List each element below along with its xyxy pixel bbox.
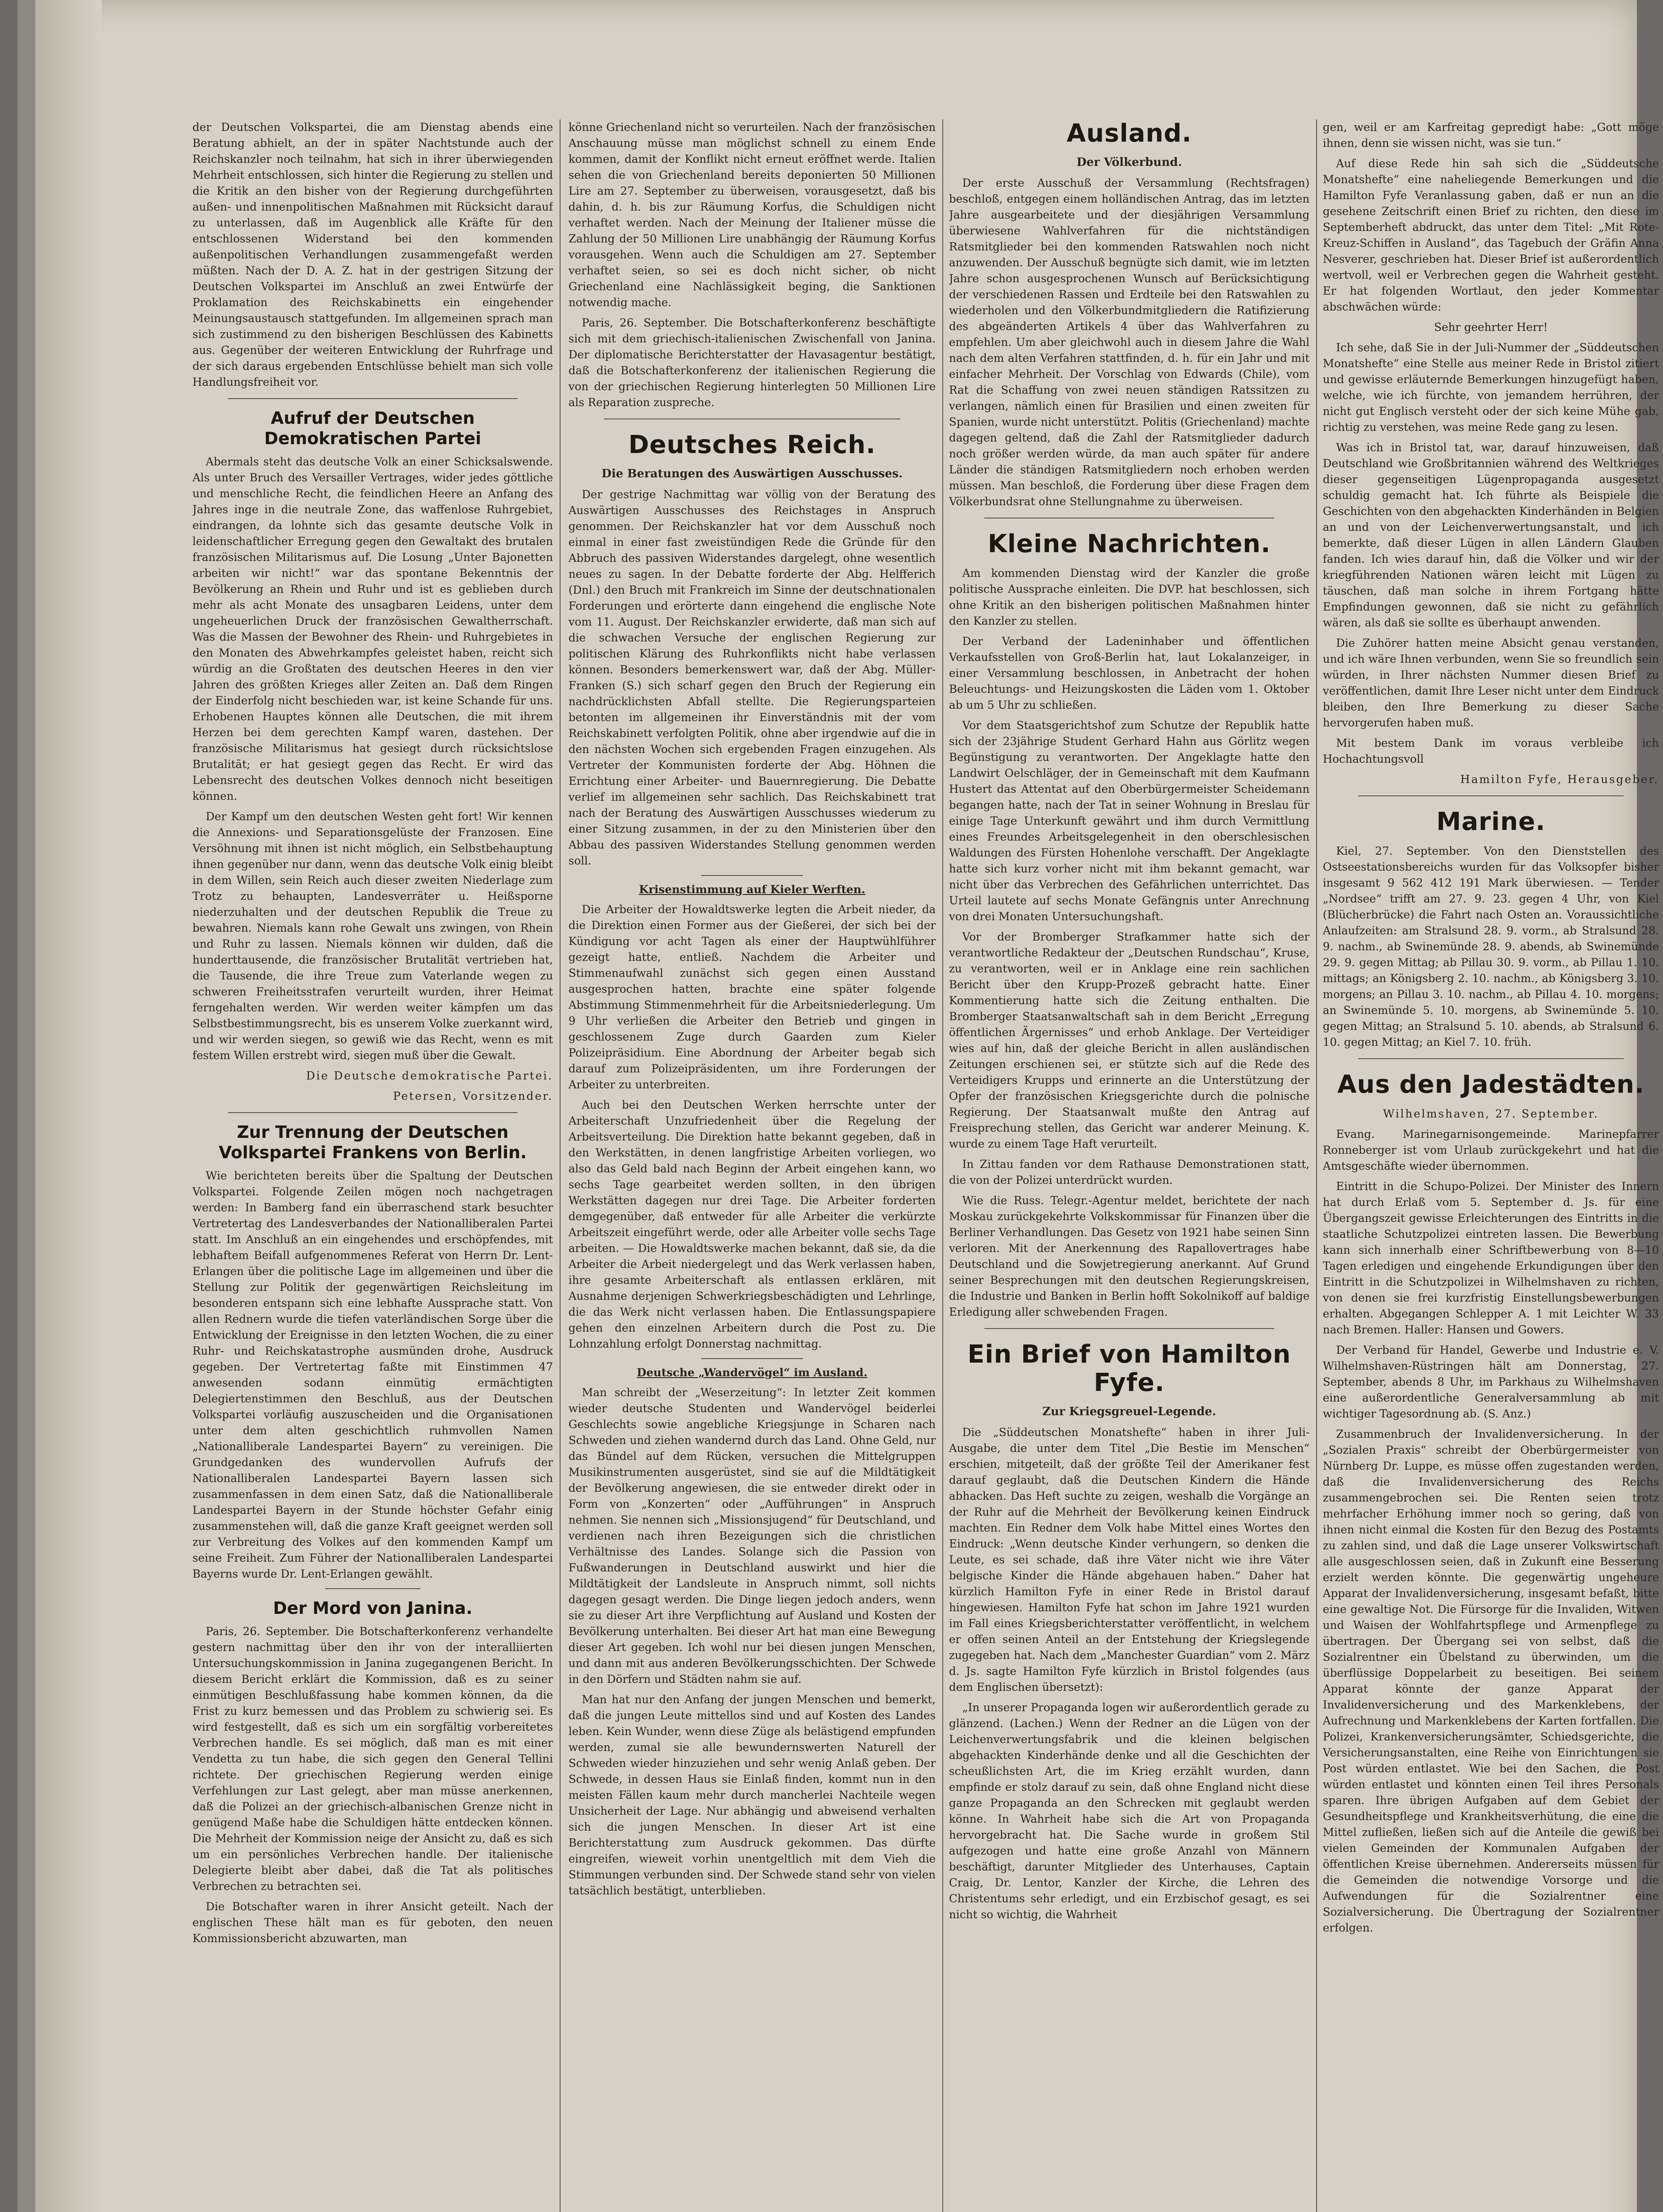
- headline-kiel: Krisenstimmung auf Kieler Werften.: [639, 883, 865, 896]
- article-text: Am kommenden Dienstag wird der Kanzler die große politische Aussprache einleiten. Die DVP. hat beschlossen, sich ohne Kritik an den bisherigen politischen Maßnahmen hinter den Kanzler zu stellen.: [949, 567, 1310, 627]
- article-separator: [1358, 1058, 1624, 1059]
- article-text: Wie berichteten bereits über die Spaltung der Deutschen Volkspartei. Folgende Zeilen mögen noch nachgetragen werden: In Bamberg fand ein überraschend stark besuchter Vertretertag des Landesverbandes der Nationalliberalen Partei statt. Im Anschluß an ein eingehendes und erschöpfendes, mit lebhaftem Beifall aufgenommenes Referat von Herrn Dr. Lent-Erlangen über die politische Lage im allgemeinen und über die Stellung zur Politik der gegenwärtigen Reichsleitung im besonderen entspann sich eine lebhafte Aussprache statt. Von allen Rednern wurde die tiefen vaterländischen Sorge über die Entwicklung der Ereignisse in den letzten Wochen, die zu einer Ruhr- und Reichskatastrophe ausmünden drohe, Ausdruck gegeben. Der Vertretertag faßte mit Einstimmen 47 anwesenden sodann einmütig ermächtigten Delegiertenstimmen den Beschluß, aus der Deutschen Volkspartei vorläufig auszuscheiden und die Organisationen unter dem alten geschichtlich ruhmvollen Namen „Nationalliberale Landespartei Bayern“ zu vereinigen. Die Grundgedanken des wundervollen Aufrufs der Nationalliberalen Landespartei Bayern lassen sich zusammenfassen in dem einen Satz, daß die Nationalliberale Landespartei Bayern in der Stunde höchster Gefahr einig zusammenstehen will, daß die ganze Kraft geeignet werden soll zur Verbreitung des Volkes auf den kommenden Kampf um seine Freiheit. Zum Führer der Nationalliberalen Landespartei Bayerns wurde Dr. Lent-Erlangen gewählt.: [192, 1169, 553, 1580]
- article-text: „In unserer Propaganda logen wir außerordentlich gerade zu glänzend. (Lachen.) Wenn der Redner an die Lügen von der Leichenverwertungsfabrik und die kleinen belgischen abgehackten Kinderhände denke und all die Geschichten der scheußlichsten Art, die im Krieg erzählt wurden, dann empfinde er stolz darauf zu sein, daß ohne England nicht diese ganze Propaganda an den Schrecken mit geglaubt werden könne. In Wahrheit habe sich die Art von Propaganda hervorgebracht hat. Die Sache wurde in großem Stil aufgezogen und hatte eine große Anzahl von Männern beschäftigt, darunter Mitglieder des Unterhauses, Captain Craig, Dr. Lentor, Kanzler der Kirche, die Lehren des Christentums sehr erledigt, und ein Erzbischof gesagt, es sei nicht so wichtig, die Wahrheit: [949, 1701, 1310, 1921]
- article-text: Auf diese Rede hin sah sich die „Süddeutsche Monatshefte“ eine naheliegende Bemerkungen und die Hamilton Fyfe Veranlassung gaben, daß er nun an die gesehene Zeitschrift einen Brief zu richten, den diese im Septemberheft abdruckt, das unter dem Titel: „Mit Rote-Kreuz-Schiffen in Ausland“, das Tagebuch der Gräfin Anna Nesverer, geschrieben hat. Dieser Brief ist außerordentlich wertvoll, weil er Verbrechen gegen die Wahrheit gesteht. Er hat folgenden Wortlaut, den jeder Kommentar abschwächen würde:: [1323, 157, 1659, 313]
- article-separator: [701, 1358, 803, 1359]
- signature: Petersen, Vorsitzender.: [393, 1090, 553, 1102]
- article-text: Die Arbeiter der Howaldtswerke legten die Arbeit nieder, da die Direktion einen Former aus der Gießerei, der sich bei der Kündigung vor acht Tagen als einer der Hauptwühlführer gezeigt hatte, entließ. Nachdem die Arbeiter und Stimmenaufwahl zunächst sich gegen einen Ausstand ausgesprochen hatten, brachte eine später folgende Abstimmung Stimmenmehrheit für die Arbeitsniederlegung. Um 9 Uhr verließen die Arbeiter den Betrieb und gingen in geschlossenem Zuge durch Gaarden zum Kieler Polizeipräsidium. Eine Abordnung der Arbeiter begab sich darauf zum Polizeipräsidenten, um ihre Forderungen der Arbeiter zu unterbreiten.: [568, 903, 936, 1091]
- section-title-jadestaedte: Aus den Jadestädten.: [1337, 1070, 1645, 1099]
- page-gutter: [35, 0, 102, 2212]
- article-separator: [701, 875, 803, 876]
- article-separator: [228, 398, 518, 399]
- headline-trennung: Zur Trennung der Deutschen Volkspartei Frankens von Berlin.: [219, 1122, 527, 1162]
- headline-legende: Zur Kriegsgreuel-Legende.: [1042, 1405, 1216, 1418]
- column-2: [568, 119, 936, 2212]
- section-title-marine: Marine.: [1436, 807, 1546, 836]
- article-text: Kiel, 27. September. Von den Dienststellen des Ostseestationsbereichs wurden für das Volksopfer bisher insgesamt 9 562 412 191 Mark überwiesen. — Tender „Nordsee“ trifft am 27. 9. 23. gegen 4 Uhr, von Kiel (Blücherbrücke) die Fahrt nach Osten an. Voraussichtliche Anlaufzeiten: am Stralsund 28. 9. vorm., ab Stralsund 28. 9. nachm., ab Swinemünde 28. 9. abends, ab Swinemünde 29. 9. gegen Mittag; ab Pillau 30. 9. vorm., ab Pillau 1. 10. mittags; an Königsberg 2. 10. nachm., ab Königsberg 3. 10. morgens; an Pillau 3. 10. nachm., ab Pillau 4. 10. morgens; an Swinemünde 5. 10. morgens, ab Swinemünde 5. 10. gegen Mittag; an Stralsund 5. 10. abends, ab Stralsund 6. 10. gegen Mittag; an Kiel 7. 10. früh.: [1323, 845, 1659, 1048]
- headline-voelkerbund: Der Völkerbund.: [1076, 156, 1182, 169]
- article-text: Man hat nur den Anfang der jungen Menschen und bemerkt, daß die jungen Leute mittellos sind und auf Kosten des Landes leben. Kein Wunder, wenn diese Züge als belästigend empfunden werden, zumal sie alle bewundernswerten Naturell der Schweden wieder hinzuziehen und sehr wenig Anlaß geben. Der Schwede, in dessen Haus sie Einlaß finden, kommt nun in den meisten Fällen kaum mehr durch mancherlei Nachteile wegen Unsicherheit der Lage. Nur abhängig und abweisend verhalten sich die jungen Menschen. In dieser Art ist eine Berichterstattung zum Ausdruck gekommen. Das dürfte eingreifen, wieweit vorhin unentgeltlich mit dem Vieh die Stimmungen verbunden sind. Der Schwede stand sehr von vielen tatsächlich bestätigt, unterblieben.: [568, 1693, 936, 1897]
- signature: Die Deutsche demokratische Partei.: [306, 1069, 553, 1082]
- article-text: Der Verband der Ladeninhaber und öffentlichen Verkaufsstellen von Groß-Berlin hat, laut Lokalanzeiger, in einer Versammlung beschlossen, in Anbetracht der hohen Beleuchtungs- und Heizungskosten die Läden vom 1. Oktober ab um 5 Uhr zu schließen.: [949, 635, 1310, 711]
- article-separator: [984, 1328, 1274, 1329]
- column-rule: [560, 119, 561, 2212]
- article-text: könne Griechenland nicht so verurteilen. Nach der französischen Anschauung müsse man möglichst schnell zu einem Ende kommen, damit der Konflikt nicht erneut eröffnet werde. Italien sehen die von Griechenland bereits deponierten 50 Millionen Lire am 27. September zu überweisen, vorausgesetzt, daß bis dahin, d. h. bis zur Räumung Korfus, die Schuldigen nicht verhaftet werden. Nach der Meinung der Italiener müsse die Zahlung der 50 Millionen Lire unabhängig der Räumung Korfus vorausgehen. Wenn auch die Schuldigen am 27. September verhaftet seien, so sei es doch nicht sicher, ob nicht Griechenland eine Nachlässigkeit beging, die Sanktionen notwendig mache.: [568, 121, 936, 309]
- column-4: [1323, 119, 1659, 2212]
- section-title-brief: Ein Brief von Hamilton Fyfe.: [968, 1340, 1291, 1397]
- newspaper-page: [18, 0, 1659, 2212]
- dateline: Wilhelmshaven, 27. September.: [1383, 1107, 1599, 1120]
- article-text: Der Kampf um den deutschen Westen geht fort! Wir kennen die Annexions- und Separationsgelüste der Franzosen. Eine Versöhnung mit ihnen ist nicht möglich, ein Selbstbehauptung ihnen gegenüber nur dann, wenn das deutsche Volk einig bleibt in dem Willen, sein Reich auch dieser zweiten Niederlage zum Trotz zu behaupten, Landesverräter u. Heißsporne niederzuhalten und der deutschen Republik die Treue zu bewahren. Niemals kann rohe Gewalt uns zwingen, von Rhein und Ruhr zu lassen. Niemals können wir dulden, daß die hunderttausende, die französischer Brutalität vertrieben hat, die Tausende, die ihre Treue zum Vaterlande wegen zu schweren Freiheitsstrafen verurteilt wurden, ihrer Heimat ferngehalten werden. Wir werden weiter kämpfen um das Selbstbestimmungsrecht, bis es unserem Volke zuerkannt wird, und wir werden siegen, so gewiß wie das Recht, wenn es mit festem Willen erstrebt wird, siegen muß über die Gewalt.: [192, 810, 553, 1062]
- section-title-kleine-nachrichten: Kleine Nachrichten.: [987, 530, 1271, 558]
- column-rule: [942, 119, 943, 2212]
- article-text: Eintritt in die Schupo-Polizei. Der Minister des Innern hat durch Erlaß vom 5. September d. Js. für eine Übergangszeit gewisse Erleichterungen des Eintritts in die staatliche Schutzpolizei eintreten lassen. Die Bewerbung kann sich innerhalb einer Schriftbewerbung von 8—10 Tagen erledigen und eingehende Erkundigungen über den Eintritt in die Schutzpolizei in Wilhelmshaven zu richten, von denen sie frei kurzfristig Einstellungsbewerbungen erhalten. Abgegangen Schlepper A. 1 mit Leichter W. 33 nach Bremen. Haller: Hansen und Gowers.: [1323, 1180, 1659, 1336]
- article-text: Die Botschafter waren in ihrer Ansicht geteilt. Nach der englischen These hält man es für geboten, den neuen Kommissionsbericht abzuwarten, man: [192, 1900, 553, 1945]
- article-text: Paris, 26. September. Die Botschafterkonferenz verhandelte gestern nachmittag über den ihr von der interalliierten Untersuchungskommission in Janina zugegangenen Bericht. In diesem Bericht erklärt die Kommission, daß es zu seiner einmütigen Beschlußfassung habe kommen können, da die Frist zu kurz bemessen und das Problem zu schwierig sei. Es wird festgestellt, daß es sich um ein sorgfältig vorbereitetes Verbrechen handle. Es sei möglich, daß man es mit einer Vendetta zu tun habe, die sich gegen den General Tellini richtete. Der griechischen Regierung werden einige Verfehlungen zur Last gelegt, aber man müsse anerkennen, daß die Polizei an der griechisch-albanischen Grenze nicht in genügend Maße habe die Schuldigen hätte entdecken können. Die Mehrheit der Kommission neige der Ansicht zu, daß es sich um ein persönliches Verbrechen handle. Der italienische Delegierte bleibt aber dabei, daß die Tat als politisches Verbrechen zu betrachten sei.: [192, 1625, 553, 1893]
- article-text: Paris, 26. September. Die Botschafterkonferenz beschäftigte sich mit dem griechisch-italienischen Zwischenfall von Janina. Der diplomatische Berichterstatter der Havasagentur bestätigt, daß die Botschafterkonferenz der italienischen Regierung die von der griechischen Regierung hinterlegten 50 Millionen Lire als Reparation zuspreche.: [568, 316, 936, 409]
- article-text: Ich sehe, daß Sie in der Juli-Nummer der „Süddeutschen Monatshefte“ eine Stelle aus meiner Rede in Bristol zitiert und gewisse erläuternde Bemerkungen hinzugefügt haben, welche, wie ich fürchte, von jemandem herrühren, der nicht gut Englisch versteht oder der sich keine Mühe gab, richtig zu verstehen, was meine Rede gang zu lesen.: [1323, 341, 1659, 434]
- column-1: [192, 119, 553, 2212]
- article-text: Die „Süddeutschen Monatshefte“ haben in ihrer Juli-Ausgabe, die unter dem Titel „Die Bestie im Menschen“ erschien, mitgeteilt, daß der größte Teil der Amerikaner fest darauf geglaubt, daß die Deutschen Kindern die Hände abhacken. Das Heft suchte zu zeigen, weshalb die Vorgänge an der Ruhr auf die Mehrheit der Bevölkerung keinen Eindruck machten. Ein Redner dem Volk habe Mittel eines Wortes den Eindruck: „Wenn deutsche Kinder verhungern, so denken die Leute, es sei schade, daß ihre Väter nicht wie ihre Väter belgische Kinder die Hände abgehauen haben.“ Daher hat kürzlich Hamilton Fyfe in einer Rede in Bristol darauf hingewiesen. Hamilton Fyfe hat schon im Jahre 1921 wurden im Fall eines Kriegsberichterstatter veröffentlicht, in welchem er offen seinen Anteil an der Entstehung der Kriegslegende zugegeben hat. Nach dem „Manchester Guardian“ vom 2. März d. Js. sagte Hamilton Fyfe kürzlich in Bristol folgendes (aus dem Englischen übersetzt):: [949, 1426, 1310, 1694]
- article-separator: [1358, 795, 1624, 796]
- article-text: Vor der Bromberger Strafkammer hatte sich der verantwortliche Redakteur der „Deutschen Rundschau“, Kruse, zu verantworten, weil er in Anklage eine rein sachlichen Bericht über den Krupp-Prozeß gebracht hatte. Einer Kommentierung hatte sich die Zeitung enthalten. Die Bromberger Staatsanwaltschaft sah in dem Bericht „Erregung öffentlichen Ärgernisses“ und erhob Anklage. Der Verteidiger wies auf hin, daß der gleiche Bericht in allen ausländischen Zeitungen erschienen sei, er stützte sich auf die Rede des Verteidigers Krupps und erinnerte an die Unterstützung der Opfer der französischen Kriegsgerichte durch die polnische Regierung. Der Staatsanwalt mußte den Antrag auf Freisprechung stellen, das Gericht war anderer Meinung. K. wurde zu einem Tage Haft verurteilt.: [949, 930, 1310, 1150]
- article-text: Der gestrige Nachmittag war völlig von der Beratung des Auswärtigen Ausschusses des Reichstages in Anspruch genommen. Der Reichskanzler hat vor dem Ausschuß noch einmal in einer fast zweistündigen Rede die Gründe für den Abbruch des passiven Widerstandes dargelegt, ohne wesentlich neues zu sagen. In der Debatte forderte der Abg. Helfferich (Dnl.) den Bruch mit Frankreich im Sinne der deutschnationalen Forderungen und erörterte dann eingehend die englische Note vom 11. August. Der Reichskanzler erwiderte, daß man sich auf die schwachen Versuche der englischen Regierung zur politischen Klärung des Ruhrkonflikts nicht habe verlassen können. Besonders bemerkenswert war, daß der Abg. Müller-Franken (S.) sich scharf gegen den Bruch der Regierung ein nachdrücklichsten Abfall stellte. Die Regierungsparteien betonten im allgemeinen ihr Einverständnis mit der vom Reichskabinett verfolgten Politik, ohne aber irgendwie auf die in den nächsten Wochen sich ergebenden Fragen einzugehen. Als Vertreter der Kommunisten forderte der Abg. Höhnen die Errichtung einer Arbeiter- und Bauernregierung. Die Debatte verlief im allgemeinen sehr sachlich. Das Reichskabinett trat nach der Beratung des Auswärtigen Ausschusses wiederum zu einer Sitzung zusammen, in der zu den Ministerien über den Abbau des passiven Widerstandes Stellung genommen werden soll.: [568, 488, 936, 867]
- column-rule: [1316, 119, 1317, 2212]
- article-text: Abermals steht das deutsche Volk an einer Schicksalswende. Als unter Bruch des Versailler Vertrages, wider jedes göttliche und menschliche Recht, die feindlichen Heere an Anfang des Jahres inge in die neutrale Zone, das waffenlose Ruhrgebiet, eindrangen, da lohnte sich das gesamte deutsche Volk in leidenschaftlicher Erregung gegen den Gewaltakt des brutalen französischen Militarismus auf. Die Losung „Unter Bajonetten arbeiten wir nicht!“ war das spontane Bekenntnis der Bevölkerung an Rhein und Ruhr und ist es geblieben durch mehr als acht Monate des unsagbaren Leidens, unter dem ungeheuerlichen Druck der französischen Gewaltherrschaft. Was die Massen der Bewohner des Rhein- und Ruhrgebietes in den Monaten des Abwehrkampfes geleistet haben, reicht sich würdig an die Großtaten des deutschen Heeres in den vier Jahren des größten Krieges aller Zeiten an. Daß dem Ringen der Einderfolg nicht beschieden war, ist keine Schande für uns. Erhobenen Hauptes können alle Deutschen, die mit ihrem Herzen bei dem gerechten Kampf waren, dastehen. Der französische Militarismus hat gesiegt durch rücksichtslose Brutalität; er hat gesiegt gegen das Recht. Er wird das Lebensrecht des deutschen Volkes dennoch nicht beseitigen können.: [192, 455, 553, 803]
- section-title-ausland: Ausland.: [1067, 119, 1192, 148]
- article-text: Die Zuhörer hatten meine Absicht genau verstanden, und ich wäre Ihnen verbunden, wenn Sie so freundlich sein würden, in Ihrer nächsten Nummer diesen Brief zu veröffentlichen, damit Ihre Leser nicht unter dem Eindruck bleiben, den Ihre Bemerkung zu dieser Sache hervorgerufen haben muß.: [1323, 637, 1659, 729]
- headline-aufruf: Aufruf der Deutschen Demokratischen Partei: [264, 408, 481, 448]
- article-text: Mit bestem Dank im voraus verbleibe ich Hochachtungsvoll: [1323, 737, 1659, 765]
- article-text: Zusammenbruch der Invalidenversicherung. In der „Sozialen Praxis“ schreibt der Oberbürgermeister von Nürnberg Dr. Luppe, es müsse offen zugestanden werden, daß die Invalidenversicherung des Reichs zusammengebrochen sei. Die Renten seien trotz mehrfacher Erhöhung immer noch so gering, daß von ihnen nicht einmal die Kosten für den Bezug des Postamts zu zahlen sind, und daß die Lage unserer Volkswirtschaft alle ausgeschlossen seien, daß in Zukunft eine Besserung erzielt werden könnte. Die gegenwärtig ungeheure Apparat der Invalidenversicherung, insgesamt befaßt, bitte eine gewaltige Not. Die Fürsorge für die Invaliden, Witwen und Waisen der Wohlfahrtspflege und Armenpflege zu übertragen. Der Übergang sei von selbst, daß die Sozialrentner ein Übelstand zu überwinden, um die überflüssige Doppelarbeit zu beseitigen. Bei seinem Apparat könnte der ganze Apparat der Invalidenversicherung und des Markenklebens, der Aufrechnung und Markenklebens der Karten fortfallen. Die Polizei, Krankenversicherungsämter, Schiedsgerichte, die Versicherungsanstalten, eine Reihe von Einrichtungen sie Post würden entlastet. Wie bei den Sachen, die Post würden entlastet und könnten einen Teil ihres Personals sparen. Ihre übrigen Aufgaben auf dem Gebiet der Gesundheitspflege und Krankheitsverhütung, die eine die Mittel zufließen, ließen sich auf die Anteile die gewiß bei vielen Gemeinden der Kommunalen Aufgaben der öffentlichen Kreise übernehmen. Andererseits müssen für die Gemeinden die notwendige Vorsorge und die Aufwendungen für die Sozialrentner eine Sozialversicherung. Die Übertragung der Sozialrentner erfolgen.: [1323, 1428, 1659, 1934]
- headline-wandervogel: Deutsche „Wandervögel“ im Ausland.: [637, 1366, 868, 1379]
- section-title-deutsches-reich: Deutsches Reich.: [628, 430, 876, 459]
- headline-mord: Der Mord von Janina.: [273, 1598, 472, 1618]
- article-text: Der erste Ausschuß der Versammlung (Rechtsfragen) beschloß, entgegen einem holländischen Antrag, das im letzten Jahre ausgearbeitete und der diesjährigen Versammlung überwiesene Wahlverfahren für die nichtständigen Ratsmitglieder bei den kommenden Ratswahlen noch nicht anzuwenden. Der Ausschuß begnügte sich damit, wie im letzten Jahre schon ausgesprochenen Wunsch auf Berücksichtigung der verschiedenen Rassen und Erdteile bei den Ratswahlen zu wiederholen und den Völkerbundmitgliedern die Ratifizierung des abgeänderten Artikels 4 über das Wahlverfahren zu empfehlen. Um aber gleichwohl auch in diesem Jahre die Wahl nach dem alten Verfahren stattfinden, d. h. für ein Jahr und mit einfacher Mehrheit. Der Vorschlag von Edwards (Chile), vom Rat die Schaffung von zwei neuen ständigen Ratssitzen zu verlangen, nämlich einen für Brasilien und einen zweiten für Spanien, wurde nicht unterstützt. Politis (Griechenland) machte dagegen geltend, daß die Zahl der Ratsmitglieder dadurch noch größer werden würde, da man auch später für andere Länder die ständigen Ratsmitgliedern noch erhoben werden müssen. Man beschloß, die Forderung über diese Fragen dem Völkerbundsrat ohne Stellungnahme zu überweisen.: [949, 177, 1310, 508]
- letter-salutation: Sehr geehrter Herr!: [1434, 321, 1548, 334]
- article-text: Vor dem Staatsgerichtshof zum Schutze der Republik hatte sich der 23jährige Student Gerhard Hahn aus Görlitz wegen Begünstigung zu verantworten. Der Angeklagte hatte den Landwirt Oelschläger, der in Gemeinschaft mit dem Kaufmann Hustert das Attentat auf den Oberbürgermeister Scheidemann begangen hatte, nach der Tat in seiner Wohnung in Breslau für einige Tage Unterkunft gewährt und ihm durch Vermittlung eines Freundes Arbeitsgelegenheit in den oberschlesischen Waldungen des Fürsten Hohenlohe verschafft. Der Angeklagte hatte sich kurz vorher nicht mit ihm bekannt gemacht, war nicht über das Verbrechen des Gefährlichen unterrichtet. Das Urteil lautete auf sechs Monate Gefängnis unter Anrechnung von drei Monaten Untersuchungshaft.: [949, 719, 1310, 923]
- binding-edge: [18, 0, 35, 2212]
- article-text: Der Verband für Handel, Gewerbe und Industrie e. V. Wilhelmshaven-Rüstringen hält am Donnerstag, 27. September, abends 8 Uhr, im Parkhaus zu Wilhelmshaven eine außerordentliche Generalversammlung ab mit wichtiger Tagesordnung ab. (S. Anz.): [1323, 1344, 1659, 1420]
- article-text: Evang. Marinegarnisongemeinde. Marinepfarrer Ronneberger ist vom Urlaub zurückgekehrt und hat die Amtsgeschäfte wieder übernommen.: [1323, 1128, 1659, 1172]
- article-text: gen, weil er am Karfreitag gepredigt habe: „Gott möge ihnen, denn sie wissen nicht, was sie tun.“: [1323, 121, 1659, 150]
- column-3: [949, 119, 1310, 2212]
- article-text: Auch bei den Deutschen Werken herrschte unter der Arbeiterschaft Unzufriedenheit über die Regelung der Arbeitsverteilung. Die Direktion hatte bekannt gegeben, daß in den Werkstätten, in denen langfristige Arbeiten vorliegen, wo also das Geld bald nach Beginn der Arbeit eingehen kann, wo sechs Tage gearbeitet werden sollten, in den übrigen Werkstätten dagegen nur drei Tage. Die Arbeiter forderten demgegenüber, daß entweder für alle Arbeiter die verkürzte Arbeitszeit eingeführt werde, oder alle Arbeiter volle sechs Tage arbeiten. — Die Howaldtswerke machen bekannt, daß sie, da die Arbeiter die Arbeit niedergelegt und das Werk verlassen haben, ihre gesamte Arbeiterschaft als entlassen erklären, mit Ausnahme derjenigen Schwerkriegsbeschädigten und Lehrlinge, die das Werk nicht verlassen haben. Die Entlassungspapiere gehen den einzelnen Arbeitern durch die Post zu. Die Lohnzahlung erfolgt Donnerstag nachmittag.: [568, 1098, 936, 1350]
- article-separator: [325, 1588, 420, 1589]
- article-separator: [228, 1112, 518, 1113]
- headline-ausschuss: Die Beratungen des Auswärtigen Ausschusses.: [601, 467, 903, 480]
- article-text: Wie die Russ. Telegr.-Agentur meldet, berichtete der nach Moskau zurückgekehrte Volkskommissar für Finanzen über die Berliner Verhandlungen. Das Gesetz von 1921 habe seinen Sinn verloren. Mit der Anerkennung des Rapallovertrages habe Deutschland und die Sowjetregierung anerkannt. Auf Grund seiner Besprechungen mit den deutschen Regierungskreisen, die Industrie und Banken in Berlin hofft Sokolnikoff auf baldige Erledigung aller schwebenden Fragen.: [949, 1194, 1310, 1318]
- article-text: In Zittau fanden vor dem Rathause Demonstrationen statt, die von der Polizei unterdrückt wurden.: [949, 1158, 1310, 1187]
- article-text: Man schreibt der „Weserzeitung“: In letzter Zeit kommen wieder deutsche Studenten und Wandervögel beiderlei Geschlechts sowie angebliche Kriegsjunge in Scharen nach Schweden und ziehen wandernd durch das Land. Ohne Geld, nur das Bündel auf dem Rücken, versuchen die Mittelgruppen Musikinstrumenten ausgerüstet, sind sie auf die Mildtätigkeit der Bevölkerung angewiesen, die sie entweder direkt oder in Form von „Konzerten“ oder „Aufführungen“ in Anspruch nehmen. Sie nennen sich „Missionsjugend“ für Deutschland, und verdienen nach ihren Bezeigungen sich die christlichen Verhältnisse des Landes. Solange sich die Passion von Fußwanderungen in Deutschland auswirkt und hier die Mildtätigkeit der Landsleute in Anspruch nimmt, soll nichts dagegen gesagt werden. Die Dinge liegen jedoch anders, wenn sie zu dieser Art ihre Verpflichtung auf Ausland und Kosten der Bevölkerung unterhalten. Bei dieser Art hat man eine Bewegung dieser Art gegeben. Ich wohl nur bei diesen jungen Menschen, und dann mit aus anderen Bevölkerungsschichten. Der Schwede in den Dörfern und Städten nahm sie auf.: [568, 1386, 936, 1686]
- signature: Hamilton Fyfe, Herausgeber.: [1460, 773, 1659, 786]
- article-text: der Deutschen Volkspartei, die am Dienstag abends eine Beratung abhielt, an der in später Nachtstunde auch der Reichskanzler noch teilnahm, hat sich in ihrer überwiegenden Mehrheit entschlossen, sich hinter die Regierung zu stellen und die Kritik an den bisher von der Regierung durchgeführten außen- und innenpolitischen Maßnahmen mit Rücksicht darauf zu unterlassen, daß im Augenblick alle Kräfte für den entschlossenen Widerstand bei den kommenden außenpolitischen Verhandlungen zusammengefaßt werden müßten. Nach der D. A. Z. hat in der gestrigen Sitzung der Deutschen Volkspartei im Anschluß an zwei Entwürfe der Proklamation des Reichskabinetts ein eingehender Meinungsaustausch stattgefunden. Im allgemeinen sprach man sich zustimmend zu den bisherigen Beschlüssen des Kabinetts aus. Gegenüber der weiteren Entwicklung der Ruhrfrage und der sich daraus ergebenden Entschlüsse behielt man sich volle Handlungsfreiheit vor.: [192, 121, 553, 388]
- article-text: Was ich in Bristol tat, war, darauf hinzuweisen, daß Deutschland wie Großbritannien während des Weltkrieges dieser gegenseitigen Lügenpropaganda ausgesetzt schuldig gemacht hat. Ich führte als Beispiele die Geschichten von den abgehackten Kinderhänden in Belgien an und von der Leichenverwertungsanstalt, und ich bemerkte, daß dieser Lügen in allen Ländern Glauben fanden. Ich wies darauf hin, daß die Völker und wir der kriegführenden Nationen wären leicht mit Lügen zu täuschen, daß man solche in ihrem Fortgang hätte Empfindungen gewonnen, daß sie nicht zu gefährlich wären, als daß sie sollte es überhaupt anwenden.: [1323, 441, 1659, 629]
